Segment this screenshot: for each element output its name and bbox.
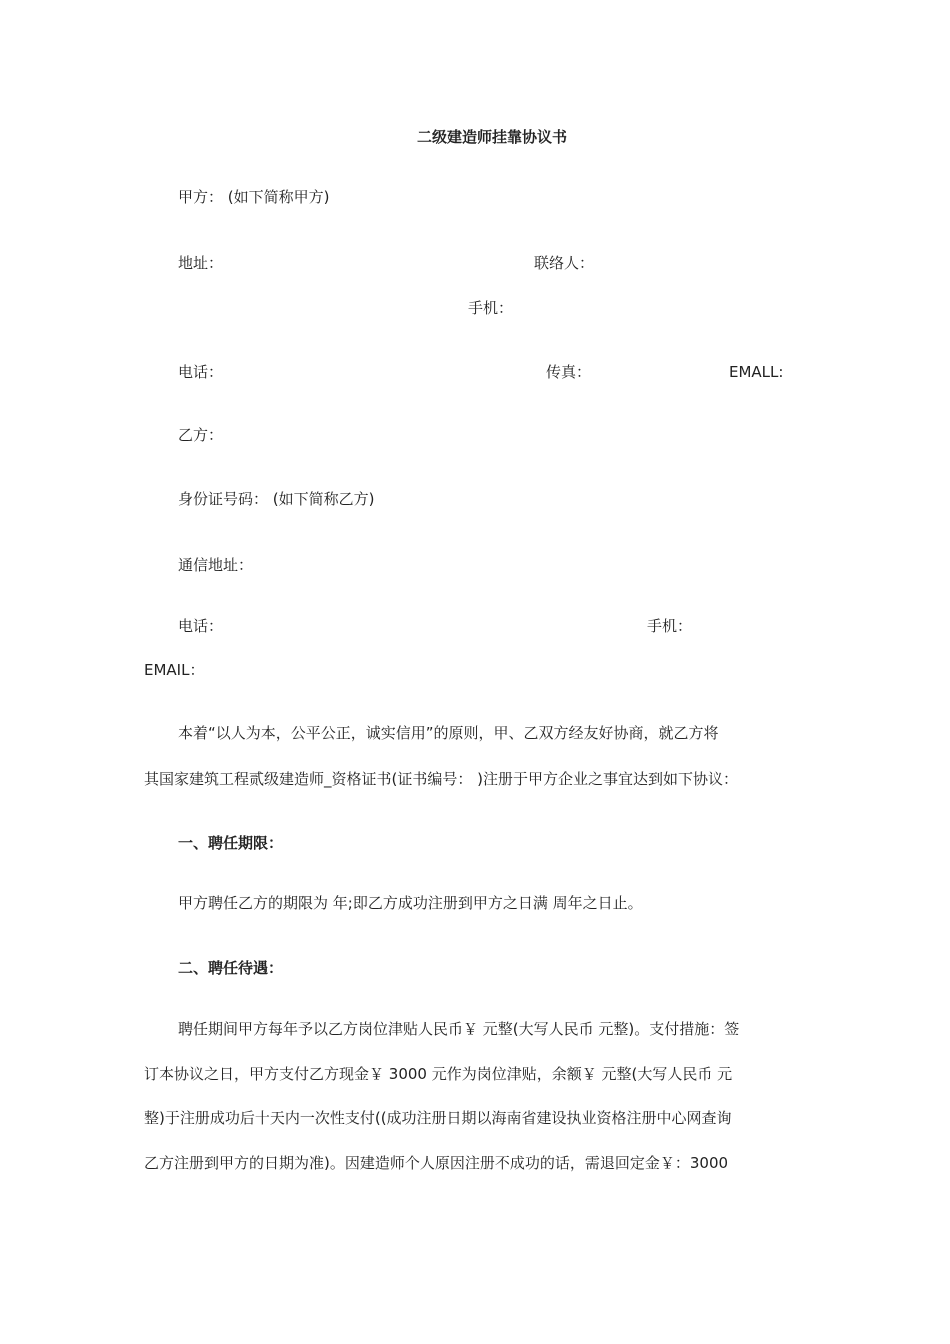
party-b-line: 乙方： [178, 426, 224, 444]
party-b-email-label: EMAIL： [144, 661, 205, 679]
party-a-email-label: EMALL: [729, 363, 784, 381]
section-1-heading: 一、聘任期限： [178, 834, 284, 852]
party-a-mobile-label: 手机： [468, 299, 514, 317]
party-b-mobile-label: 手机： [647, 617, 693, 635]
section-2-line-4: 乙方注册到甲方的日期为准)。因建造师个人原因注册不成功的话，需退回定金￥：3000 [144, 1154, 729, 1172]
party-a-line: 甲方： (如下简称甲方) [178, 188, 330, 206]
party-a-fax-label: 传真： [546, 363, 592, 381]
party-a-phone-label: 电话： [178, 363, 224, 381]
party-a-address-label: 地址： [178, 254, 224, 272]
intro-line-1: 本着“以人为本，公平公正，诚实信用”的原则，甲、乙双方经友好协商，就乙方将 [178, 724, 719, 742]
intro-line-2: 其国家建筑工程贰级建造师_资格证书(证书编号： )注册于甲方企业之事宜达到如下协议： [144, 770, 738, 788]
section-1-text: 甲方聘任乙方的期限为 年;即乙方成功注册到甲方之日满 周年之日止。 [178, 894, 643, 912]
document-title: 二级建造师挂靠协议书 [416, 128, 567, 146]
party-a-contact-label: 联络人： [534, 254, 595, 272]
party-b-phone-label: 电话： [178, 617, 224, 635]
party-b-mail-address-label: 通信地址： [178, 556, 254, 574]
section-2-line-3: 整)于注册成功后十天内一次性支付((成功注册日期以海南省建设执业资格注册中心网查询 [144, 1109, 732, 1127]
section-2-heading: 二、聘任待遇： [178, 959, 284, 977]
section-2-line-1: 聘任期间甲方每年予以乙方岗位津贴人民币￥ 元整(大写人民币 元整)。支付措施：签 [178, 1020, 740, 1038]
party-b-id-line: 身份证号码： (如下简称乙方) [178, 490, 375, 508]
section-2-line-2: 订本协议之日，甲方支付乙方现金￥ 3000 元作为岗位津贴，余额￥ 元整(大写人民币 元 [144, 1065, 733, 1083]
